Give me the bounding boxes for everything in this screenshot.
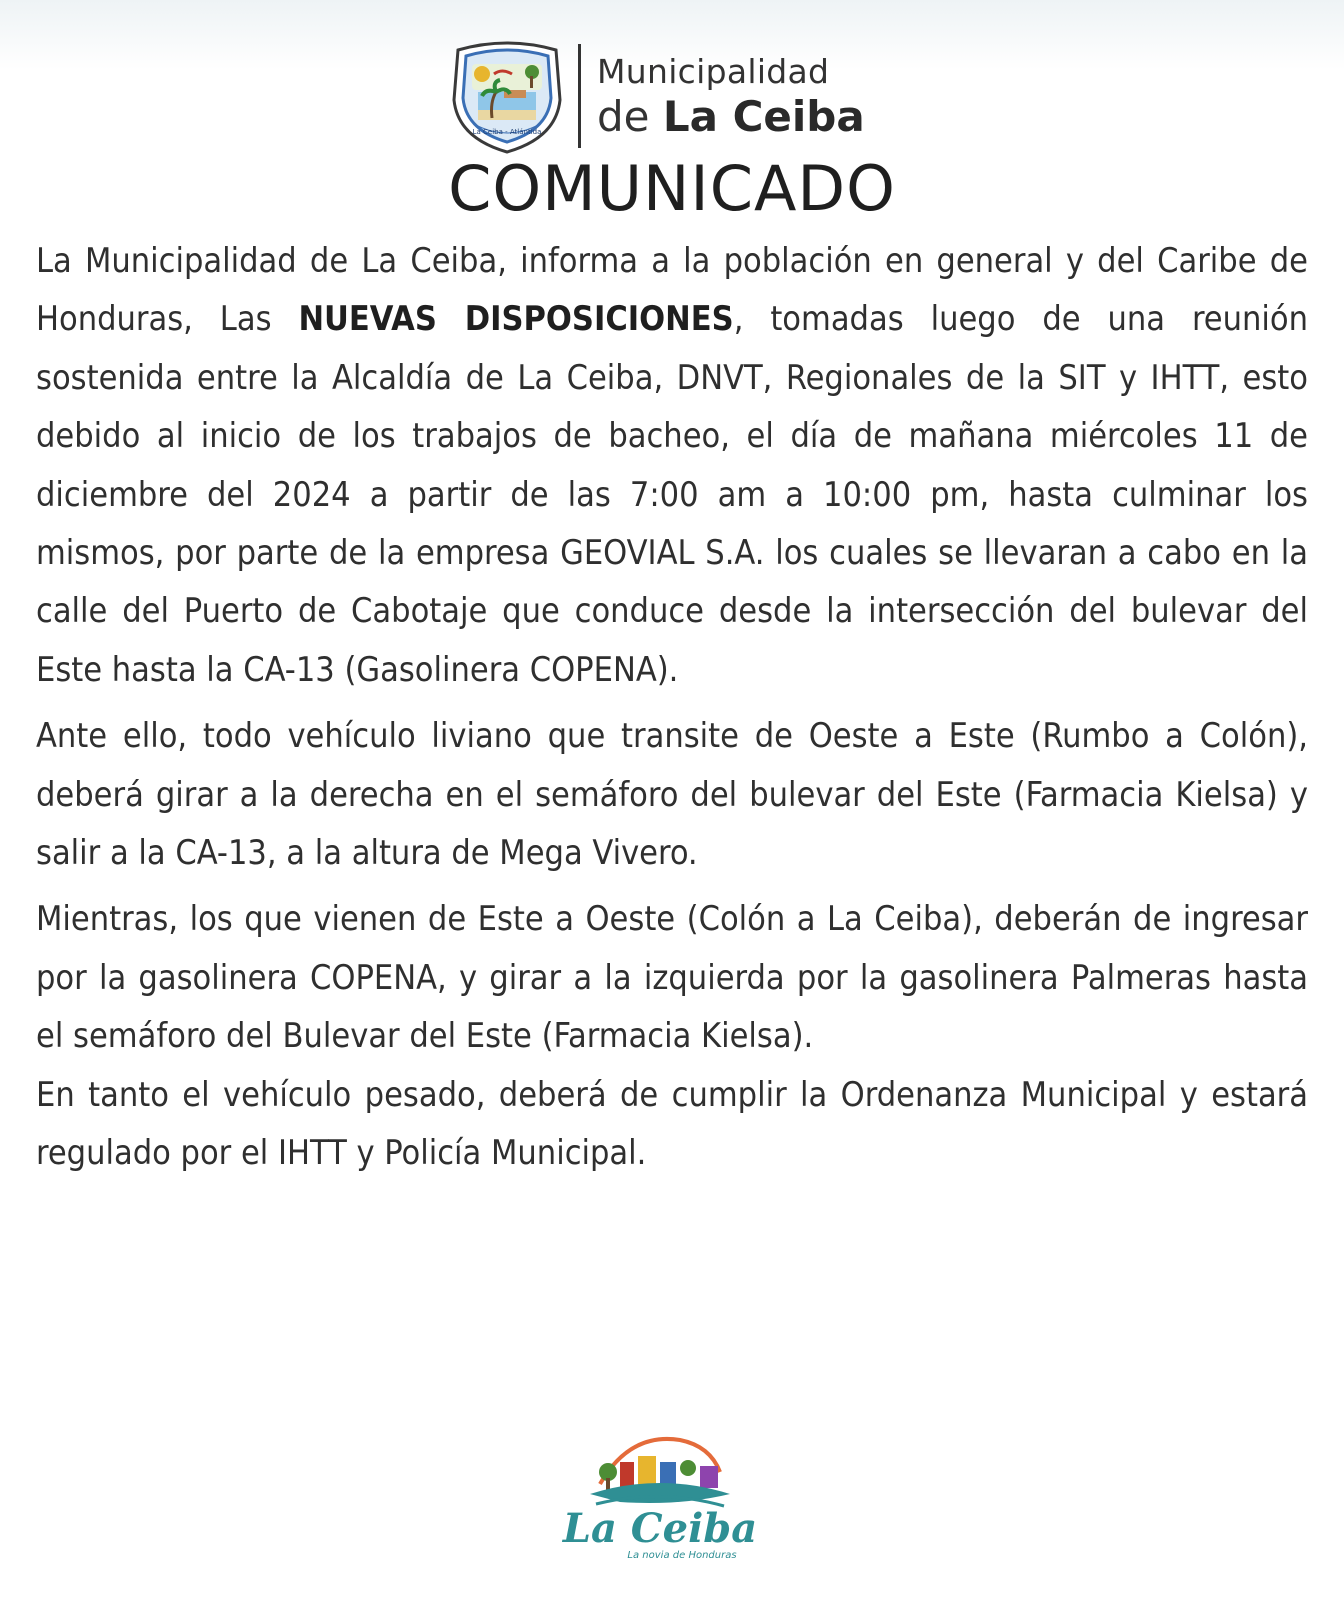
municipal-seal-icon [448,38,566,154]
brand-line2-prefix: de [597,91,663,141]
paragraph-1-before: La Municipalidad de La Ceiba, informa a la población en general y del Caribe de Honduras, Las [36,241,1308,340]
logo-tagline: La novia de Honduras [627,1550,737,1561]
header-divider [578,44,581,148]
brand-line2-bold: La Ceiba [662,91,865,141]
brand-wordmark [597,51,865,141]
paragraph-3: Mientras, los que vienen de Este a Oeste (Colón a La Ceiba), deberán de ingresar por la gasolinera COPENA, y girar a la izquierda por la gasolinera Palmeras hasta el semáforo del Bulevar del Este (Farmacia Kielsa). [36,899,1308,1057]
logo-name: La Ceiba [562,1505,758,1552]
brand-line2 [597,91,865,141]
paragraph-1-bold: NUEVAS DISPOSICIONES [298,299,734,340]
header [448,38,865,154]
brand-line1: Municipalidad [597,51,830,91]
page-title: COMUNICADO [448,152,896,225]
communique-body [36,232,1308,1183]
paragraph-1-after: , tomadas luego de una reunión sostenida entre la Alcaldía de La Ceiba, DNVT, Regionales de la SIT y IHTT, esto debido al inicio de los trabajos de bacheo, el día de mañana miércoles 11 de diciembre del 2024 a partir de las 7:00 am a 10:00 pm, hasta culminar los mismos, por parte de la empresa GEOVIAL S.A. los cuales se llevaran a cabo en la calle del Puerto de Cabotaje que conduce desde la intersección del bulevar del Este hasta la CA-13 (Gasolinera COPENA). [36,299,1309,690]
la-ceiba-logo-icon [560,1432,760,1582]
paragraph-4: En tanto el vehículo pesado, deberá de cumplir la Ordenanza Municipal y estará regulado por el IHTT y Policía Municipal. [36,1074,1308,1174]
paragraph-1 [36,232,1308,699]
paragraph-2: Ante ello, todo vehículo liviano que transite de Oeste a Este (Rumbo a Colón), deberá girar a la derecha en el semáforo del bulevar del Este (Farmacia Kielsa) y salir a la CA-13, a la altura de Mega Vivero. [36,716,1308,874]
seal-text: La Ceiba - Atlántida [472,128,542,136]
